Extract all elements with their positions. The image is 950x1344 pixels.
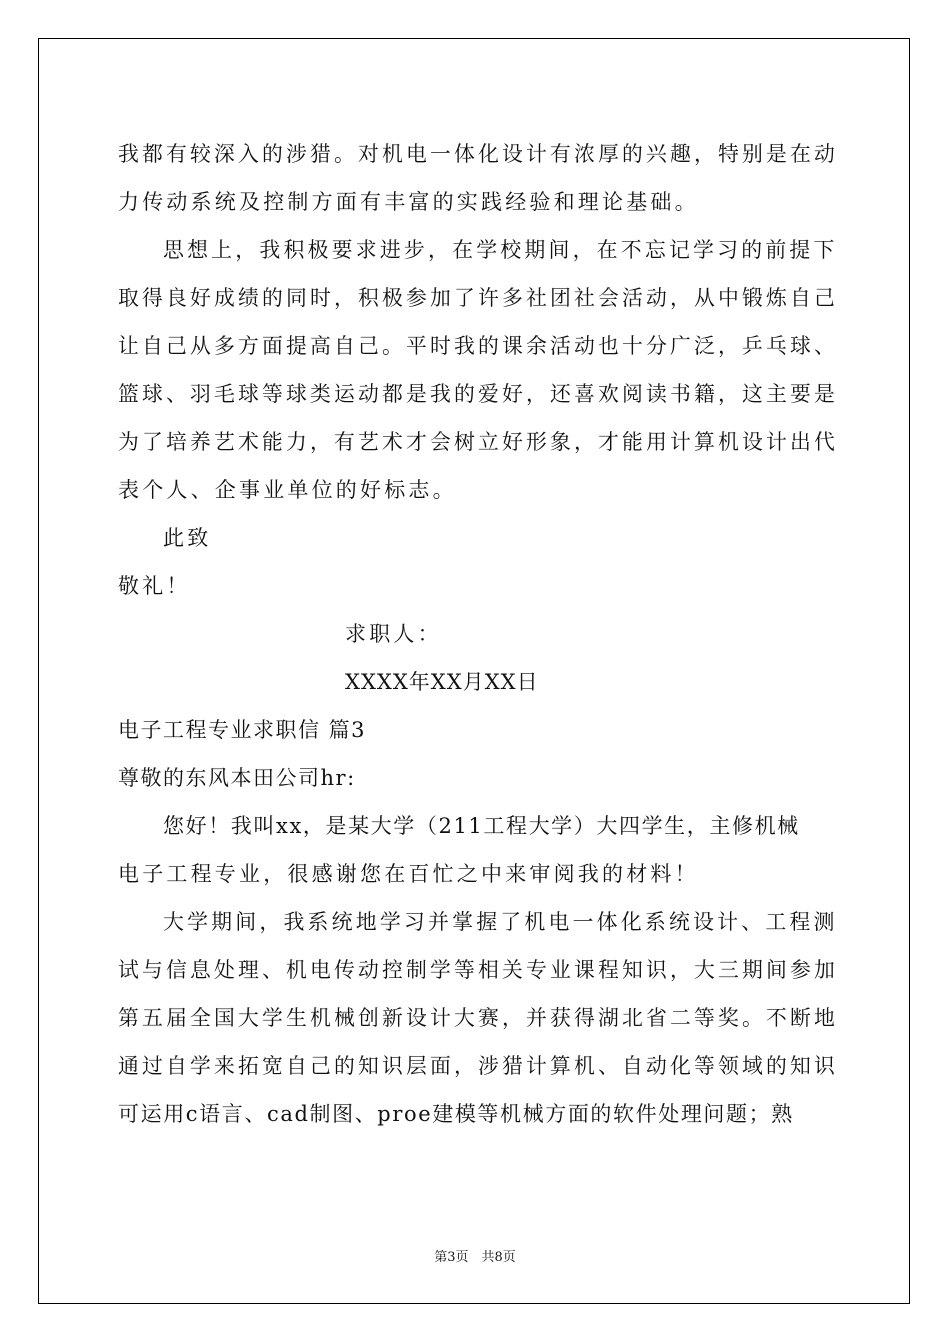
text-line: 我都有较深入的涉猎。对机电一体化设计有浓厚的兴趣，特别是在动 [118, 142, 838, 166]
text-line: 表个人、企事业单位的好标志。 [118, 478, 457, 502]
salutation-closing: 敬礼！ [118, 574, 191, 598]
date-line: XXXX年XX月XX日 [345, 670, 539, 694]
text-line: 篮球、羽毛球等球类运动都是我的爱好，还喜欢阅读书籍，这主要是 [118, 382, 838, 406]
text-line: 可运用c语言、cad制图、proe建模等机械方面的软件处理问题；熟 [118, 1102, 794, 1126]
text-line: 电子工程专业，很感谢您在百忙之中来审阅我的材料！ [118, 862, 699, 886]
text-line: 让自己从多方面提高自己。平时我的课余活动也十分广泛，乒乓球、 [118, 334, 838, 358]
text-line: 取得良好成绩的同时，积极参加了许多社团社会活动，从中锻炼自己 [118, 286, 838, 310]
closing-phrase: 此致 [163, 526, 212, 550]
text-line: 第五届全国大学生机械创新设计大赛，并获得湖北省二等奖。不断地 [118, 1006, 838, 1030]
text-line: 大学期间，我系统地学习并掌握了机电一体化系统设计、工程测 [163, 910, 838, 934]
text-line: 思想上，我积极要求进步，在学校期间，在不忘记学习的前提下 [163, 238, 838, 262]
text-line: 通过自学来拓宽自己的知识层面，涉猎计算机、自动化等领域的知识 [118, 1054, 838, 1078]
text-line: 力传动系统及控制方面有丰富的实践经验和理论基础。 [118, 190, 699, 214]
section-heading: 电子工程专业求职信 篇3 [118, 718, 367, 742]
signature-label: 求职人： [345, 622, 442, 646]
greeting: 尊敬的东风本田公司hr: [118, 766, 356, 790]
text-line: 试与信息处理、机电传动控制学等相关专业课程知识，大三期间参加 [118, 958, 838, 982]
text-line: 您好！我叫xx，是某大学（211工程大学）大四学生，主修机械 [163, 814, 800, 838]
page-number-footer: 第3页 共8页 [434, 1250, 516, 1265]
text-line: 为了培养艺术能力，有艺术才会树立好形象，才能用计算机设计出代 [118, 430, 838, 454]
